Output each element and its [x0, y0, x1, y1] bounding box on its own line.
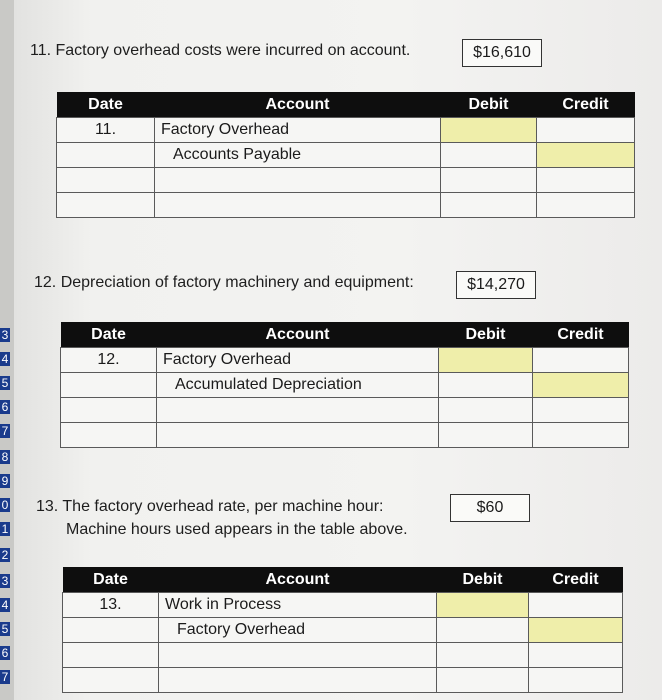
header-debit: Debit	[439, 322, 533, 348]
debit-input[interactable]	[437, 618, 529, 643]
margin-number: 9	[1, 474, 9, 488]
margin-number: 7	[1, 424, 9, 438]
account-cell[interactable]: Work in Process	[159, 593, 437, 618]
account-cell[interactable]	[155, 193, 441, 218]
debit-input[interactable]	[437, 668, 529, 693]
credit-input[interactable]	[533, 423, 629, 448]
margin-number: 6	[1, 400, 9, 414]
debit-input[interactable]	[441, 193, 537, 218]
header-date: Date	[57, 92, 155, 118]
date-cell	[63, 668, 159, 693]
debit-input[interactable]	[437, 643, 529, 668]
header-account: Account	[157, 322, 439, 348]
date-cell	[57, 193, 155, 218]
margin-number: 4	[1, 598, 9, 612]
amount-11: $16,610	[462, 39, 542, 67]
account-cell[interactable]	[159, 643, 437, 668]
debit-input[interactable]	[441, 168, 537, 193]
table-row	[57, 118, 635, 143]
date-cell	[61, 373, 157, 398]
debit-input[interactable]	[439, 423, 533, 448]
journal-table-12	[60, 322, 629, 448]
margin-number: 3	[1, 328, 9, 342]
question-12: 12. Depreciation of factory machinery and equipment:	[34, 274, 414, 291]
table-row	[57, 168, 635, 193]
margin-number: 5	[1, 376, 9, 390]
margin-number: 3	[1, 574, 9, 588]
credit-input[interactable]	[537, 193, 635, 218]
date-cell	[61, 398, 157, 423]
account-cell[interactable]: Factory Overhead	[157, 348, 439, 373]
table-row	[61, 373, 629, 398]
question-13-line1: 13. The factory overhead rate, per machine hour:	[36, 498, 384, 515]
question-11: 11. Factory overhead costs were incurred on account.	[30, 42, 411, 59]
worksheet-page	[14, 0, 662, 700]
credit-input[interactable]	[533, 398, 629, 423]
account-cell[interactable]: Accumulated Depreciation	[157, 373, 439, 398]
credit-input[interactable]	[529, 668, 623, 693]
credit-input[interactable]	[529, 618, 623, 643]
table-row	[63, 618, 623, 643]
account-cell[interactable]: Factory Overhead	[159, 618, 437, 643]
account-cell[interactable]	[155, 168, 441, 193]
debit-input[interactable]	[441, 143, 537, 168]
table-row	[61, 348, 629, 373]
header-debit: Debit	[437, 567, 529, 593]
date-cell	[63, 618, 159, 643]
table-row	[61, 398, 629, 423]
date-cell	[57, 143, 155, 168]
margin-number: 7	[1, 670, 9, 684]
table-row	[63, 668, 623, 693]
table-row	[61, 423, 629, 448]
account-cell[interactable]	[157, 423, 439, 448]
account-cell[interactable]	[157, 398, 439, 423]
credit-input[interactable]	[529, 593, 623, 618]
header-date: Date	[61, 322, 157, 348]
table-row	[57, 193, 635, 218]
margin-number: 6	[1, 646, 9, 660]
debit-input[interactable]	[437, 593, 529, 618]
date-cell: 13.	[63, 593, 159, 618]
amount-12: $14,270	[456, 271, 536, 299]
credit-input[interactable]	[537, 118, 635, 143]
account-cell[interactable]: Accounts Payable	[155, 143, 441, 168]
date-cell: 12.	[61, 348, 157, 373]
amount-13: $60	[450, 494, 530, 522]
margin-number: 4	[1, 352, 9, 366]
table-row	[57, 143, 635, 168]
margin-number: 2	[1, 548, 9, 562]
date-cell	[63, 643, 159, 668]
credit-input[interactable]	[537, 143, 635, 168]
header-account: Account	[155, 92, 441, 118]
debit-input[interactable]	[439, 398, 533, 423]
debit-input[interactable]	[439, 348, 533, 373]
header-date: Date	[63, 567, 159, 593]
journal-table-11	[56, 92, 635, 218]
credit-input[interactable]	[533, 373, 629, 398]
date-cell	[57, 168, 155, 193]
account-cell[interactable]: Factory Overhead	[155, 118, 441, 143]
debit-input[interactable]	[441, 118, 537, 143]
credit-input[interactable]	[529, 643, 623, 668]
header-account: Account	[159, 567, 437, 593]
credit-input[interactable]	[537, 168, 635, 193]
margin-number: 0	[1, 498, 9, 512]
left-margin-strip	[0, 0, 14, 700]
header-credit: Credit	[533, 322, 629, 348]
table-row	[63, 593, 623, 618]
account-cell[interactable]	[159, 668, 437, 693]
header-debit: Debit	[441, 92, 537, 118]
margin-number: 5	[1, 622, 9, 636]
header-credit: Credit	[529, 567, 623, 593]
credit-input[interactable]	[533, 348, 629, 373]
journal-table-13	[62, 567, 623, 693]
date-cell: 11.	[57, 118, 155, 143]
margin-number: 1	[1, 522, 9, 536]
debit-input[interactable]	[439, 373, 533, 398]
table-row	[63, 643, 623, 668]
header-credit: Credit	[537, 92, 635, 118]
margin-number: 8	[1, 450, 9, 464]
date-cell	[61, 423, 157, 448]
question-13-line2: Machine hours used appears in the table above.	[66, 521, 408, 538]
